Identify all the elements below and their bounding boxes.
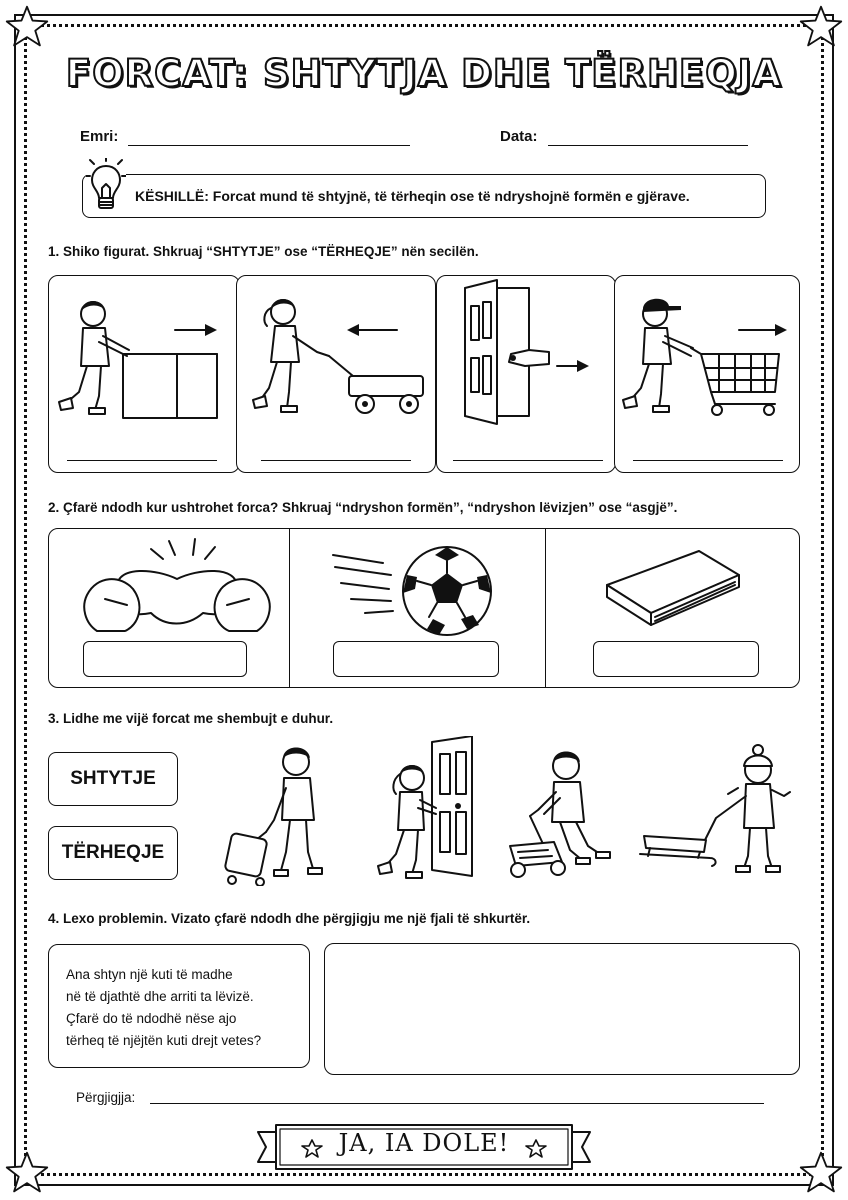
- divider: [289, 529, 290, 687]
- lightbulb-icon: [86, 158, 126, 216]
- divider: [545, 529, 546, 687]
- star-icon: [4, 1150, 50, 1196]
- story-line-1: Ana shtyn një kuti të madhe: [66, 967, 233, 982]
- date-label: Data:: [500, 128, 538, 145]
- q2-answer-box-3[interactable]: [593, 641, 759, 677]
- push-label-box[interactable]: SHTYTJE: [48, 752, 178, 806]
- q1-answer-line-3[interactable]: [453, 460, 603, 461]
- book-illustration: [603, 541, 763, 641]
- star-icon: [798, 1150, 844, 1196]
- q1-answer-line-1[interactable]: [67, 460, 217, 461]
- q2-panel: [48, 528, 800, 688]
- girl-pulling-wagon-illustration: [237, 276, 435, 426]
- matching-examples-illustration: [220, 736, 820, 886]
- answer-input-line[interactable]: [150, 1103, 764, 1104]
- q2-answer-box-1[interactable]: [83, 641, 247, 677]
- question-3-prompt: 3. Lidhe me vijë forcat me shembujt e duhur.: [48, 711, 334, 726]
- q1-panel-push-box: [48, 275, 240, 473]
- soccer-ball-moving-illustration: [331, 537, 511, 647]
- q1-answer-line-4[interactable]: [633, 460, 783, 461]
- girl-pushing-door-example: [378, 736, 472, 878]
- tip-label: KËSHILLË:: [135, 188, 209, 204]
- hand-opening-door-illustration: [437, 276, 615, 426]
- q1-panel-push-cart: [614, 275, 800, 473]
- story-line-2: në të djathtë dhe arriti ta lëvizë.: [66, 989, 254, 1004]
- pull-label-box[interactable]: TËRHEQJE: [48, 826, 178, 880]
- boy-pushing-cart-illustration: [615, 276, 799, 426]
- date-input-line[interactable]: [548, 145, 748, 146]
- q1-panel-pull-door: [436, 275, 616, 473]
- q1-panel-pull-wagon: [236, 275, 436, 473]
- q1-answer-line-2[interactable]: [261, 460, 411, 461]
- boy-pushing-box-illustration: [49, 276, 239, 426]
- hands-squeezing-dough-illustration: [77, 535, 277, 645]
- page-title: FORCAT: SHTYTJA DHE TËRHEQJA: [65, 52, 783, 95]
- drawing-area[interactable]: [324, 943, 800, 1075]
- q2-answer-box-2[interactable]: [333, 641, 499, 677]
- name-input-line[interactable]: [128, 145, 410, 146]
- story-line-3: Çfarë do të ndodhë nëse ajo: [66, 1011, 237, 1026]
- boy-pulling-suitcase-example: [224, 748, 322, 887]
- banner-text: JA, IA DOLE!: [338, 1129, 510, 1157]
- child-pulling-sled-example: [640, 745, 790, 872]
- boy-pushing-lawnmower-example: [510, 752, 610, 878]
- star-icon: [798, 4, 844, 50]
- name-label: Emri:: [80, 128, 119, 145]
- tip-box: [82, 174, 766, 218]
- star-icon: [4, 4, 50, 50]
- story-box: [48, 944, 310, 1068]
- question-4-prompt: 4. Lexo problemin. Vizato çfarë ndodh dhe përgjigju me një fjali të shkurtër.: [48, 911, 531, 926]
- question-2-prompt: 2. Çfarë ndodh kur ushtrohet forca? Shkruaj “ndryshon formën”, “ndryshon lëvizjen” ose “asgjë”.: [48, 500, 678, 515]
- story-line-4: tërheq të njëjtën kuti drejt vetes?: [66, 1033, 262, 1048]
- tip-text: Forcat mund të shtyjnë, të tërheqin ose të ndryshojnë formën e gjërave.: [212, 188, 690, 204]
- answer-label: Përgjigjja:: [76, 1090, 136, 1105]
- question-1-prompt: 1. Shiko figurat. Shkruaj “SHTYTJE” ose “TËRHEQJE” nën secilën.: [48, 244, 479, 259]
